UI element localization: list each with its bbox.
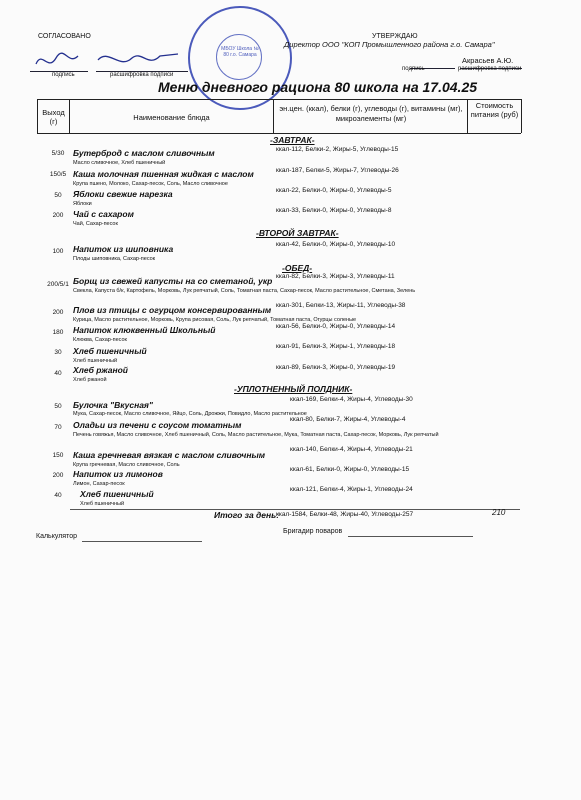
right-position: Директор ООО "КОП Промышленного района г.о. Самара"	[284, 40, 495, 49]
item-name: Хлеб ржаной	[73, 365, 128, 375]
item-name: Напиток из лимонов	[73, 469, 163, 479]
item-nutrition: ккал-187, Белки-5, Жиры-7, Углеводы-26	[276, 167, 399, 174]
item-exit: 100	[52, 248, 64, 255]
item-exit: 5/30	[51, 150, 65, 157]
item-nutrition: ккал-112, Белки-2, Жиры-5, Углеводы-15	[276, 146, 399, 153]
col-header-nutrition: эн.цен. (ккал), белки (г), углеводы (г), витамины (мг), микроэлементы (мг)	[279, 104, 463, 123]
calculator-label: Калькулятор	[36, 533, 77, 540]
item-nutrition: ккал-301, Белки-13, Жиры-11, Углеводы-38	[276, 302, 406, 309]
item-name: Каша молочная пшенная жидкая с маслом	[73, 169, 254, 179]
total-price: 210	[492, 508, 506, 517]
approve-label: УТВЕРЖДАЮ	[372, 33, 418, 40]
item-exit: 200/5/1	[47, 281, 69, 288]
item-nutrition: ккал-91, Белки-3, Жиры-1, Углеводы-18	[276, 343, 396, 350]
left-sig-caption-1: подпись	[52, 72, 75, 78]
item-nutrition: ккал-169, Белки-4, Жиры-4, Углеводы-30	[290, 396, 413, 403]
item-ingredients: Хлеб пшеничный	[73, 358, 118, 364]
col-header-exit: Выход (г)	[42, 108, 65, 126]
item-exit: 180	[52, 329, 64, 336]
item-name: Чай с сахаром	[73, 209, 134, 219]
left-sig-caption-2: расшифровка подписи	[110, 72, 174, 78]
right-name: Акрасьев А.Ю.	[462, 56, 514, 65]
item-ingredients: Мука, Сахар-песок, Масло сливочное, Яйцо, Соль, Дрожжи, Повидло, Масло растительное	[73, 411, 307, 417]
item-name: Плов из птицы с огурцом консервированным	[73, 305, 272, 315]
item-name: Яблоки свежие нарезка	[73, 189, 173, 199]
item-ingredients: Яблоки	[73, 201, 92, 207]
section-lunch: -ОБЕД-	[282, 263, 313, 273]
section-snack: -УПЛОТНЕННЫЙ ПОЛДНИК-	[234, 384, 353, 394]
item-exit: 30	[54, 349, 62, 356]
item-exit: 50	[54, 403, 62, 410]
item-exit: 50	[54, 192, 62, 199]
col-header-name: Наименование блюда	[133, 113, 210, 122]
item-ingredients: Чай, Сахар-песок	[73, 221, 118, 227]
item-name: Борщ из свежей капусты на со сметаной, укр	[73, 276, 273, 286]
table-right-border	[521, 99, 522, 133]
item-name: Бутерброд с маслом сливочным	[73, 148, 215, 158]
item-ingredients: Печень говяжья, Масло сливочное, Хлеб пшеничный, Соль, Масло растительное, Мука, Томатная паста, Сахар-песок, Морковь, Лук репчатый	[73, 432, 439, 438]
item-nutrition: ккал-61, Белки-0, Жиры-0, Углеводы-15	[290, 466, 410, 473]
approved-label: СОГЛАСОВАНО	[38, 33, 91, 40]
right-sig-caption-1: подпись	[402, 66, 425, 72]
item-exit: 150	[52, 452, 64, 459]
cook-signature-line	[348, 536, 473, 537]
section-second-breakfast: -ВТОРОЙ ЗАВТРАК-	[256, 228, 339, 238]
item-exit: 200	[52, 472, 64, 479]
total-label: Итого за день:	[214, 510, 280, 520]
page-title: Меню дневного рациона 80 школа на 17.04.25	[158, 79, 478, 95]
item-nutrition: ккал-22, Белки-0, Жиры-0, Углеводы-5	[276, 187, 392, 194]
item-nutrition: ккал-56, Белки-0, Жиры-0, Углеводы-14	[276, 323, 396, 330]
item-exit: 40	[54, 370, 62, 377]
item-exit: 150/5	[49, 171, 67, 178]
item-name: Напиток из шиповника	[73, 244, 174, 254]
total-value: ккал-1584, Белки-48, Жиры-40, Углеводы-257	[276, 511, 414, 518]
item-ingredients: Хлеб ржаной	[73, 377, 107, 383]
item-ingredients: Клюква, Сахар-песок	[73, 337, 127, 343]
item-exit: 70	[54, 424, 62, 431]
section-breakfast: -ЗАВТРАК-	[270, 135, 315, 145]
col-header-price: Стоимость питания (руб)	[470, 101, 519, 119]
item-ingredients: Масло сливочное, Хлеб пшеничный	[73, 160, 166, 166]
cook-label: Бригадир поваров	[283, 528, 343, 535]
item-ingredients: Плоды шиповника, Сахар-песок	[73, 256, 156, 262]
total-top-line	[70, 509, 520, 510]
item-ingredients: Крупа пшено, Молоко, Сахар-песок, Соль, Масло сливочное	[73, 181, 228, 187]
item-ingredients: Курица, Масло растительное, Морковь, Крупа рисовая, Соль, Лук репчатый, Томатная паста, Огурцы соленые	[73, 317, 357, 323]
item-name: Каша гречневая вязкая с маслом сливочным	[73, 450, 266, 460]
item-exit: 40	[54, 492, 62, 499]
item-nutrition: ккал-82, Белки-3, Жиры-3, Углеводы-11	[276, 273, 395, 280]
calculator-signature-line	[82, 541, 202, 542]
item-exit: 200	[52, 309, 64, 316]
item-ingredients: Крупа гречневая, Масло сливочное, Соль	[73, 462, 180, 468]
stamp-text: МБОУ Школа № 80 г.о. Самара	[221, 46, 259, 58]
table-top-border	[37, 99, 521, 100]
item-name: Напиток клюквенный Школьный	[73, 325, 216, 335]
item-ingredients: Свекла, Капуста б/к, Картофель, Морковь, Лук репчатый, Соль, Томатная паста, Сахар-песок, Масло растительное, Сметана, Зелень	[73, 288, 416, 294]
right-sig-caption-2: расшифровка подписи	[458, 66, 522, 72]
item-name: Хлеб пшеничный	[73, 346, 147, 356]
item-nutrition: ккал-42, Белки-0, Жиры-0, Углеводы-10	[276, 241, 396, 248]
item-nutrition: ккал-80, Белки-7, Жиры-4, Углеводы-4	[290, 416, 406, 423]
item-exit: 200	[52, 212, 64, 219]
item-ingredients: Лимон, Сахар-песок	[73, 481, 125, 487]
item-name: Хлеб пшеничный	[80, 489, 154, 499]
table-header-bottom	[37, 133, 521, 134]
item-ingredients: Хлеб пшеничный	[80, 501, 125, 507]
item-nutrition: ккал-33, Белки-0, Жиры-0, Углеводы-8	[276, 207, 392, 214]
item-name: Булочка "Вкусная"	[73, 400, 153, 410]
col-divider-2	[273, 99, 274, 133]
item-nutrition: ккал-89, Белки-3, Жиры-0, Углеводы-19	[276, 364, 396, 371]
item-nutrition: ккал-121, Белки-4, Жиры-1, Углеводы-24	[290, 486, 413, 493]
item-nutrition: ккал-140, Белки-4, Жиры-4, Углеводы-21	[290, 446, 413, 453]
item-name: Оладьи из печени с соусом томатным	[73, 420, 242, 430]
